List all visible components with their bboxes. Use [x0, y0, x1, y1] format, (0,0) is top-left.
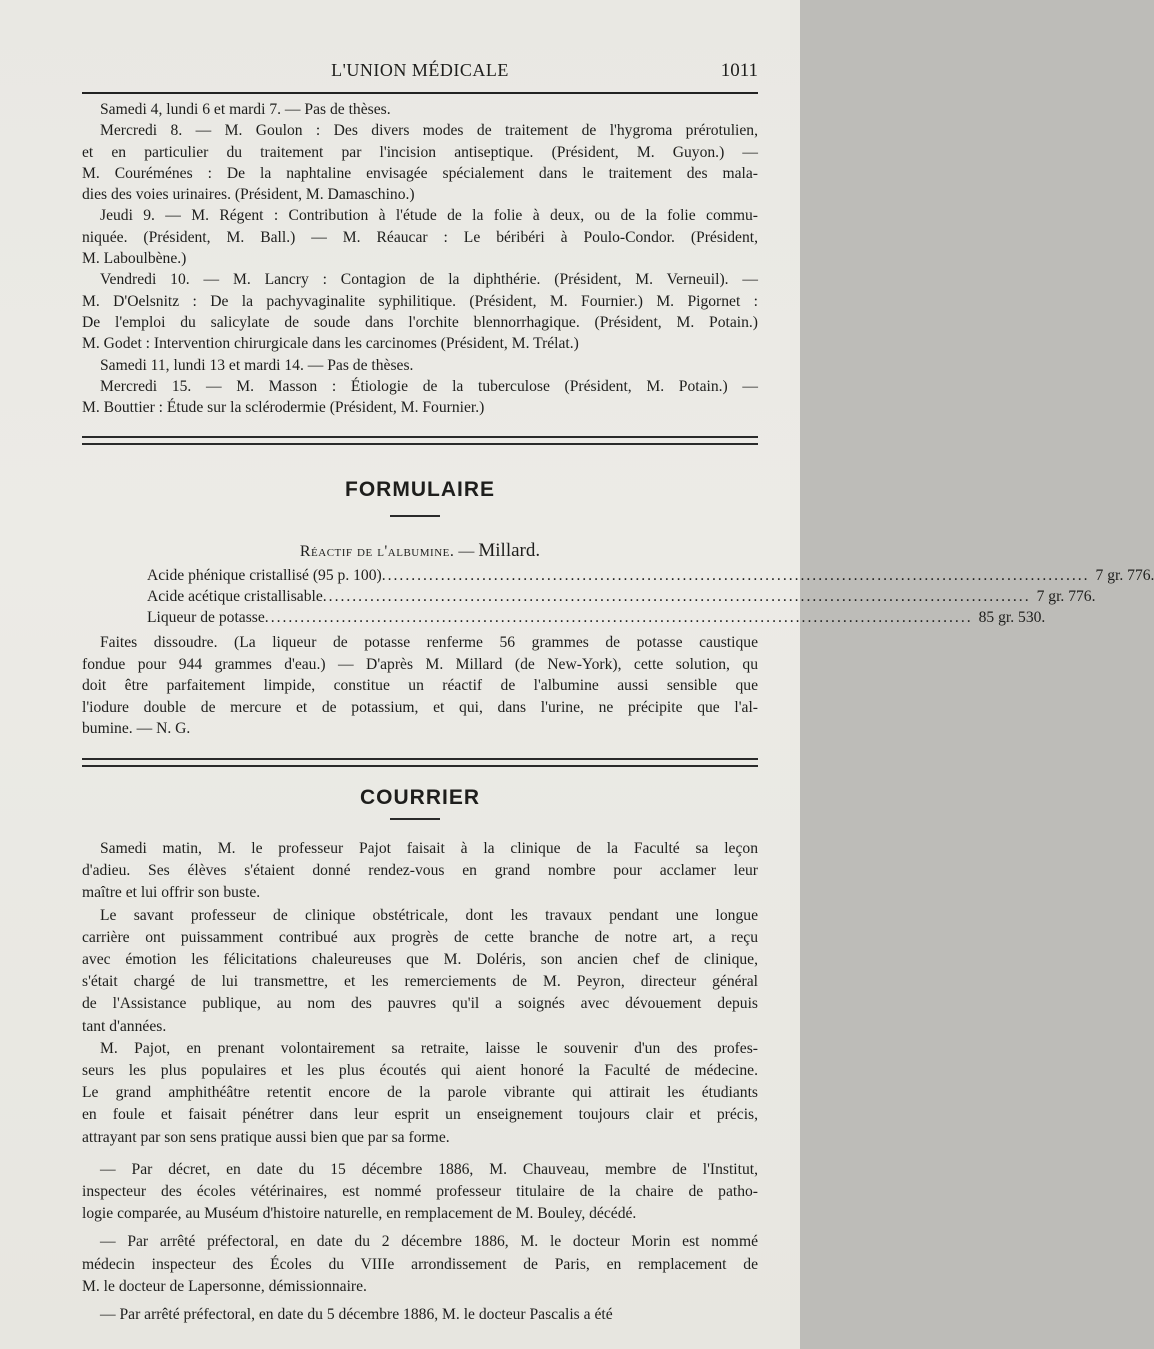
- ingredient-quantity: 7 gr. 776.: [1095, 567, 1154, 584]
- text-line: Vendredi 10. — M. Lancry : Contagion de la diphthérie. (Président, M. Verneuil). —: [100, 271, 758, 289]
- paragraph: [82, 376, 758, 419]
- ingredient-name: Acide acétique cristallisable: [147, 588, 323, 605]
- text-line: Le grand amphithéâtre retentit encore de la parole vibrante qui attirait les étudiants: [82, 1084, 758, 1102]
- recipe-author: Millard.: [478, 540, 541, 561]
- text-line: M. Pajot, en prenant volontairement sa retraite, laisse le souvenir d'un des profes-: [100, 1039, 758, 1057]
- text-line: en foule et faisait pénétrer dans leur esprit un enseignement toujours clair et précis,: [82, 1106, 758, 1124]
- ingredient-quantity: 85 gr. 530.: [978, 609, 1046, 626]
- paragraph: [82, 1304, 758, 1326]
- paragraph: [82, 905, 758, 1038]
- recipe-title: [82, 540, 758, 562]
- paragraph: [82, 205, 758, 269]
- heading-underline: [390, 818, 440, 820]
- theses-listing: [82, 99, 758, 418]
- text-line: de l'Assistance publique, au nom des pauvres qu'il a soignés avec dévouement depuis: [82, 995, 758, 1013]
- text-line: s'était chargé de lui transmettre, et les remerciements de M. Peyron, directeur général: [82, 973, 758, 991]
- text-line: — Par arrêté préfectoral, en date du 2 décembre 1886, M. le docteur Morin est nommé: [100, 1233, 758, 1251]
- text-line: Mercredi 15. — M. Masson : Étiologie de la tuberculose (Président, M. Potain.) —: [100, 377, 758, 395]
- heading-underline: [390, 515, 440, 517]
- ingredient-row: [147, 609, 1046, 630]
- text-line: M. Bouttier : Étude sur la sclérodermie (Président, M. Fournier.): [82, 399, 485, 417]
- text-line: logie comparée, au Muséum d'histoire naturelle, en remplacement de M. Bouley, décédé.: [82, 1205, 637, 1223]
- ingredient-list: [147, 567, 1154, 630]
- formulaire-text: [82, 632, 758, 740]
- text-line: attrayant par son sens pratique aussi bien que par sa forme.: [82, 1128, 450, 1146]
- leader-dots: ........................................................................................................................: [381, 567, 1090, 584]
- paragraph: [82, 99, 758, 120]
- page-number: 1011: [720, 60, 758, 81]
- ingredient-name: Acide phénique cristallisé (95 p. 100): [147, 567, 382, 584]
- paragraph: [82, 632, 758, 740]
- text-line: Faites dissoudre. (La liqueur de potasse renferme 56 grammes de potasse caustique: [100, 634, 758, 651]
- text-line: Mercredi 8. — M. Goulon : Des divers modes de traitement de l'hygroma prérotulien,: [100, 122, 758, 140]
- text-line: M. Godet : Intervention chirurgicale dans les carcinomes (Président, M. Trélat.): [82, 335, 579, 353]
- ingredient-quantity: 7 gr. 776.: [1036, 588, 1096, 605]
- text-line: Le savant professeur de clinique obstétricale, dont les travaux pendant une longue: [100, 906, 758, 924]
- text-line: bumine. — N. G.: [82, 720, 191, 737]
- text-line: M. D'Oelsnitz : De la pachyvaginalite syphilitique. (Président, M. Fournier.) M. Pigornet :: [82, 292, 758, 310]
- formulaire-heading: FORMULAIRE: [345, 478, 495, 501]
- paragraph: [82, 269, 758, 354]
- header-rule: [82, 92, 758, 94]
- paragraph: [82, 838, 758, 905]
- text-line: niquée. (Président, M. Ball.) — M. Réaucar : Le béribéri à Poulo-Condor. (Président,: [82, 228, 758, 246]
- text-line: maître et lui offrir son buste.: [82, 884, 261, 902]
- running-header: [82, 56, 758, 86]
- text-line: — Par arrêté préfectoral, en date du 5 décembre 1886, M. le docteur Pascalis a été: [100, 1306, 613, 1324]
- text-line: doit être parfaitement limpide, constitue un réactif de l'albumine aussi sensible que: [82, 677, 758, 694]
- text-line: médecin inspecteur des Écoles du VIIIe arrondissement de Paris, en remplacement de: [82, 1255, 758, 1273]
- courrier-text: [82, 838, 758, 1326]
- text-line: Samedi matin, M. le professeur Pajot faisait à la clinique de la Faculté sa leçon: [100, 840, 758, 857]
- recipe-name: Réactif de l'albumine.: [299, 543, 455, 560]
- text-line: et en particulier du traitement par l'incision antiseptique. (Président, M. Guyon.) —: [82, 143, 758, 161]
- text-line: tant d'années.: [82, 1017, 167, 1035]
- text-line: De l'emploi du salicylate de soude dans l'orchite blennorrhagique. (Président, M. Potain.): [82, 313, 758, 331]
- courrier-heading: COURRIER: [359, 786, 480, 809]
- text-line: M. le docteur de Lapersonne, démissionnaire.: [82, 1277, 367, 1295]
- text-line: carrière ont puissamment contribué aux progrès de cette branche de notre art, a reçu: [82, 928, 758, 946]
- paragraph: [82, 1231, 758, 1298]
- ingredient-row: [147, 567, 1154, 588]
- ingredient-row: [147, 588, 1096, 609]
- text-line: Samedi 4, lundi 6 et mardi 7. — Pas de thèses.: [100, 101, 391, 118]
- paragraph: [82, 1159, 758, 1226]
- text-line: Jeudi 9. — M. Régent : Contribution à l'étude de la folie à deux, ou de la folie commu-: [100, 207, 758, 225]
- section-divider: [82, 436, 758, 445]
- text-line: fondue pour 944 grammes d'eau.) — D'après M. Millard (de New-York), cette solution, qu: [82, 655, 758, 673]
- text-line: Samedi 11, lundi 13 et mardi 14. — Pas de thèses.: [100, 356, 414, 374]
- recipe-dash: —: [454, 543, 479, 560]
- text-line: — Par décret, en date du 15 décembre 1886, M. Chauveau, membre de l'Institut,: [100, 1160, 758, 1178]
- text-line: dies des voies urinaires. (Président, M. Damaschino.): [82, 186, 415, 204]
- text-line: seurs les plus populaires et les plus écoutés qui aient honoré la Faculté de médecine.: [82, 1062, 758, 1080]
- text-line: M. Laboulbène.): [82, 250, 187, 268]
- text-line: l'iodure double de mercure et de potassium, et qui, dans l'urine, ne précipite que l'al-: [82, 698, 758, 716]
- ingredient-name: Liqueur de potasse: [147, 609, 265, 626]
- text-line: avec émotion les félicitations chaleureuses que M. Doléris, son ancien chef de clinique,: [82, 951, 758, 969]
- journal-title: L'UNION MÉDICALE: [331, 60, 509, 80]
- section-divider: [82, 758, 758, 767]
- text-line: d'adieu. Ses élèves s'étaient donné rendez-vous en grand nombre pour acclamer leur: [82, 862, 758, 880]
- text-line: inspecteur des écoles vétérinaires, est nommé professeur titulaire de la chaire de patho-: [82, 1183, 758, 1201]
- paragraph: [82, 120, 758, 205]
- paragraph: [82, 355, 758, 376]
- leader-dots: ........................................................................................................................: [322, 588, 1031, 605]
- paragraph: [82, 1038, 758, 1149]
- leader-dots: ........................................................................................................................: [264, 609, 973, 626]
- text-line: M. Couréménes : De la naphtaline envisagée spécialement dans le traitement des mala-: [82, 164, 758, 182]
